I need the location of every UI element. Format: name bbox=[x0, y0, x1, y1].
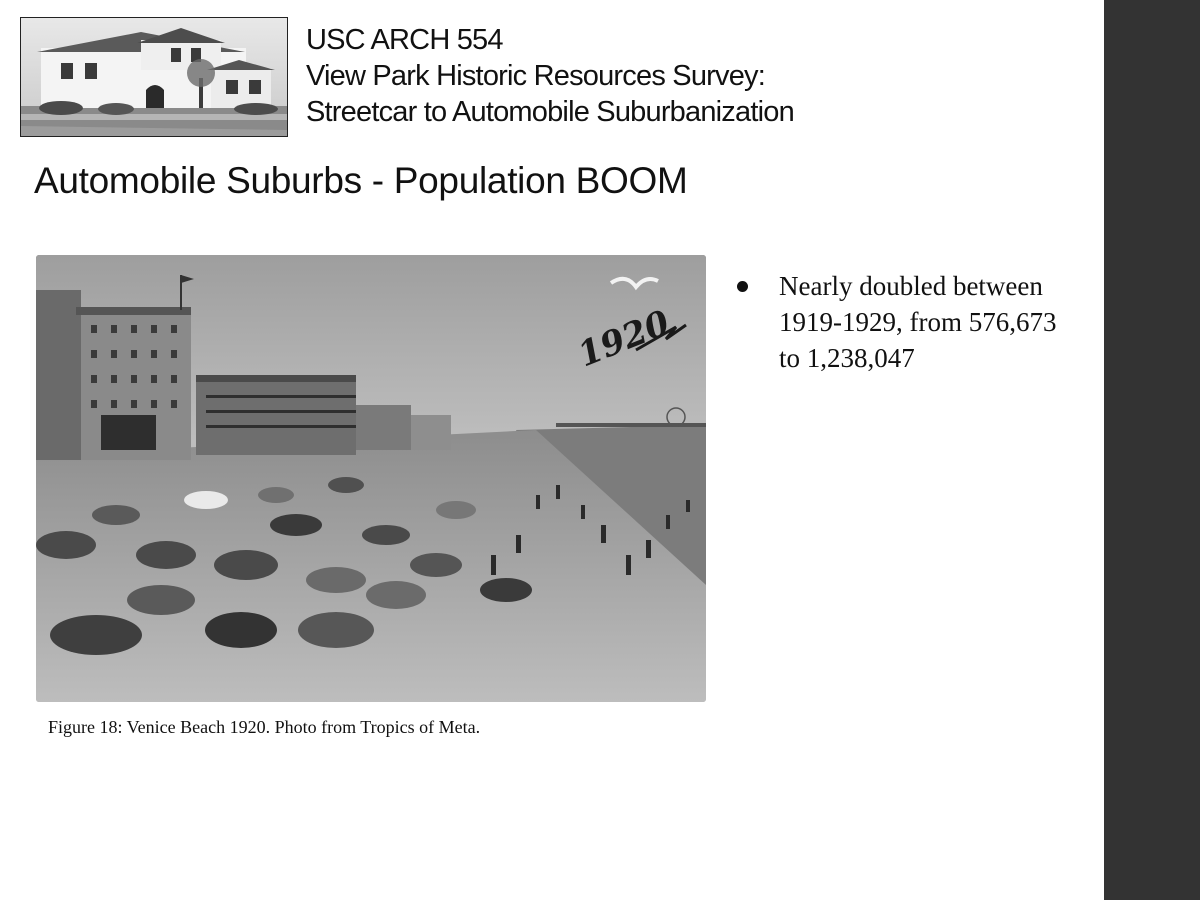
side-panel bbox=[1104, 0, 1200, 900]
course-title-line-1: USC ARCH 554 bbox=[306, 24, 503, 56]
course-title bbox=[306, 22, 794, 130]
course-title-line-3: Streetcar to Automobile Suburbanization bbox=[306, 96, 794, 128]
photo-year-text: 1920 bbox=[572, 302, 676, 376]
venice-beach-photo-image bbox=[36, 255, 706, 702]
bullet-text: Nearly doubled between 1919-1929, from 576,673 to 1,238,047 bbox=[779, 271, 1057, 373]
slide-heading: Automobile Suburbs - Population BOOM bbox=[34, 160, 688, 201]
house-photo-image bbox=[21, 18, 287, 136]
figure-caption: Figure 18: Venice Beach 1920. Photo from Tropics of Meta. bbox=[48, 717, 481, 737]
bullet-dot-icon bbox=[737, 281, 748, 292]
course-title-line-2: View Park Historic Resources Survey: bbox=[306, 60, 765, 92]
house-photo bbox=[20, 17, 288, 137]
venice-beach-photo bbox=[36, 255, 706, 702]
bullet-item bbox=[735, 268, 1075, 376]
bullet-list bbox=[735, 268, 1075, 376]
